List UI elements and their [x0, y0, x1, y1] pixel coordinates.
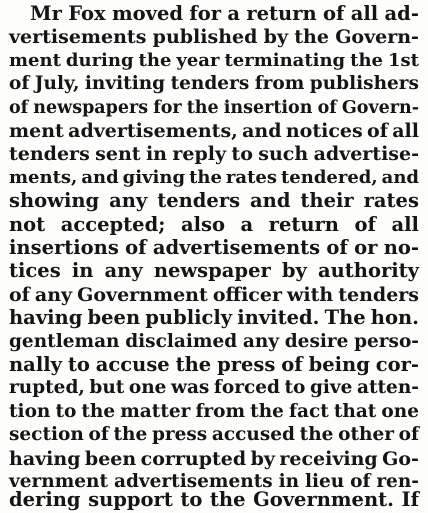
word: the	[209, 488, 246, 511]
word: tices	[9, 259, 61, 283]
text-line	[9, 25, 419, 49]
word: terminating	[224, 49, 346, 71]
word: insertions	[9, 236, 119, 259]
word: tion	[9, 400, 51, 422]
word: any	[34, 283, 73, 306]
word: Fox	[68, 2, 106, 25]
word: tenders	[9, 143, 90, 166]
word: cor-	[375, 353, 419, 376]
word: any	[109, 189, 148, 213]
word: ren-	[376, 471, 419, 492]
text-line	[9, 236, 419, 260]
word: Government.	[253, 488, 394, 511]
word: moved	[111, 2, 183, 25]
word: hon.	[370, 306, 419, 330]
word: and	[81, 166, 119, 188]
word: for	[189, 2, 221, 25]
word: the	[81, 400, 116, 422]
word: forced	[213, 377, 280, 399]
word: of	[323, 2, 345, 25]
word: the	[250, 400, 284, 422]
word: one	[128, 377, 167, 399]
word: invited.	[237, 306, 320, 330]
word: return	[268, 212, 339, 236]
word: by	[263, 26, 288, 49]
text-line	[9, 189, 419, 213]
word: or	[354, 236, 378, 259]
word: year	[176, 49, 220, 71]
word: inviting	[84, 73, 166, 95]
word: from	[195, 400, 246, 422]
word: but	[89, 377, 125, 399]
word: 1st	[387, 49, 419, 71]
word: such	[258, 143, 309, 166]
word: publishers	[309, 73, 419, 95]
word: nally	[9, 353, 62, 376]
word: If	[401, 488, 419, 511]
word: of	[125, 236, 147, 259]
word: been	[84, 447, 137, 470]
word: of	[398, 424, 419, 446]
word: to	[55, 400, 77, 422]
word: of	[326, 236, 348, 259]
word: authority	[317, 259, 419, 283]
text-line	[9, 283, 419, 307]
word: all	[391, 212, 419, 236]
word: accepted;	[60, 212, 166, 236]
word: ad-	[384, 2, 419, 25]
word: vertisements	[9, 26, 147, 49]
word: insertion	[223, 97, 313, 118]
word: rates	[225, 166, 277, 188]
word: other	[338, 424, 394, 446]
word: the	[138, 49, 172, 71]
word: dering	[9, 488, 81, 511]
text-line	[9, 142, 419, 166]
word: the	[294, 26, 329, 49]
word: gentleman	[9, 330, 120, 352]
word: showing	[9, 189, 100, 213]
word: to	[180, 488, 203, 511]
word: return	[246, 2, 317, 25]
word: ment	[9, 49, 61, 71]
word: accuse	[95, 353, 170, 376]
text-line	[9, 376, 419, 400]
word: rupted,	[9, 377, 85, 399]
word: of	[354, 212, 376, 236]
word: their	[300, 189, 354, 213]
word: to	[67, 353, 90, 376]
word: perso-	[354, 330, 419, 352]
word: and	[250, 189, 291, 213]
word: a	[227, 2, 240, 25]
text-line	[9, 96, 419, 120]
word: by	[250, 447, 275, 470]
word: matter	[120, 400, 191, 422]
word: all	[392, 120, 419, 142]
word: advertisements	[113, 471, 273, 492]
text-line	[9, 49, 419, 73]
word: press	[217, 353, 276, 376]
word: disclaimed	[125, 330, 238, 352]
word: newspaper	[153, 259, 271, 283]
word: and	[242, 120, 282, 142]
word: the	[299, 424, 334, 446]
text-line	[9, 166, 419, 190]
word: newspapers	[33, 97, 149, 118]
word: The	[324, 306, 366, 330]
word: vernment	[9, 471, 109, 492]
word: press	[151, 424, 208, 446]
word: advertisements	[152, 236, 321, 259]
word: a	[240, 212, 254, 236]
word: been	[87, 306, 141, 330]
word: in	[145, 143, 167, 166]
word: for	[153, 97, 182, 118]
word: rates	[363, 189, 419, 213]
text-line	[9, 447, 419, 471]
word: officer	[212, 283, 282, 306]
word: Govern-	[341, 97, 419, 118]
word: give	[309, 377, 353, 399]
word: sent	[95, 143, 141, 166]
word: the	[113, 424, 148, 446]
text-line	[9, 119, 419, 143]
text-line	[30, 2, 419, 26]
word: the	[175, 353, 212, 376]
word: tenders	[157, 189, 241, 213]
word: any	[104, 259, 143, 283]
word: of	[9, 73, 30, 95]
word: having	[9, 447, 81, 470]
word: being	[308, 353, 370, 376]
word: in	[71, 259, 94, 283]
word: no-	[383, 236, 419, 259]
word: publicly	[145, 306, 233, 330]
word: notices	[285, 120, 363, 142]
word: of	[317, 97, 337, 118]
word: in	[278, 471, 300, 492]
word: desire	[284, 330, 349, 352]
text-line	[9, 353, 419, 377]
word: of	[88, 424, 109, 446]
word: one	[381, 400, 419, 422]
word: accused	[211, 424, 295, 446]
word: Go-	[382, 447, 419, 470]
text-line	[9, 330, 419, 354]
word: giving	[122, 166, 186, 188]
word: by	[281, 259, 307, 283]
word: all	[350, 2, 379, 25]
word: section	[9, 424, 84, 446]
word: published	[152, 26, 258, 49]
word: ments,	[9, 166, 78, 188]
word: the	[186, 97, 219, 118]
text-line	[9, 400, 419, 424]
word: any	[242, 330, 280, 352]
word: of	[9, 283, 30, 306]
word: from	[254, 73, 305, 95]
word: having	[9, 306, 83, 330]
text-line	[9, 72, 419, 96]
word: reply	[172, 143, 227, 166]
word: Mr	[30, 2, 62, 25]
word: was	[171, 377, 210, 399]
word: lieu	[304, 471, 345, 492]
word: tenders	[170, 73, 250, 95]
word: advertisements,	[68, 120, 238, 142]
word: to	[231, 143, 253, 166]
word: of	[367, 120, 388, 142]
word: the	[189, 166, 222, 188]
word: the	[350, 49, 383, 71]
word: receiving	[279, 447, 378, 470]
text-line	[9, 423, 419, 447]
word: and	[381, 166, 419, 188]
word: also	[180, 212, 225, 236]
word: of	[350, 471, 371, 492]
text-line	[9, 306, 419, 330]
word: atten-	[356, 377, 419, 399]
word: ment	[9, 120, 64, 142]
text-line	[9, 213, 419, 237]
word: not	[9, 212, 46, 236]
word: advertise-	[313, 143, 419, 166]
word: Govern-	[335, 26, 419, 49]
word: of	[281, 353, 303, 376]
word: Government	[77, 283, 208, 306]
text-line	[9, 259, 419, 283]
text-line	[9, 488, 419, 512]
word: of	[9, 97, 29, 118]
word: support	[88, 488, 173, 511]
word: that	[333, 400, 377, 422]
word: July,	[34, 73, 80, 95]
word: to	[284, 377, 306, 399]
word: fact	[289, 400, 329, 422]
word: tenders	[338, 283, 419, 306]
word: during	[65, 49, 134, 71]
word: tendered,	[280, 166, 378, 188]
word: corrupted	[140, 447, 247, 470]
word: with	[287, 283, 334, 306]
